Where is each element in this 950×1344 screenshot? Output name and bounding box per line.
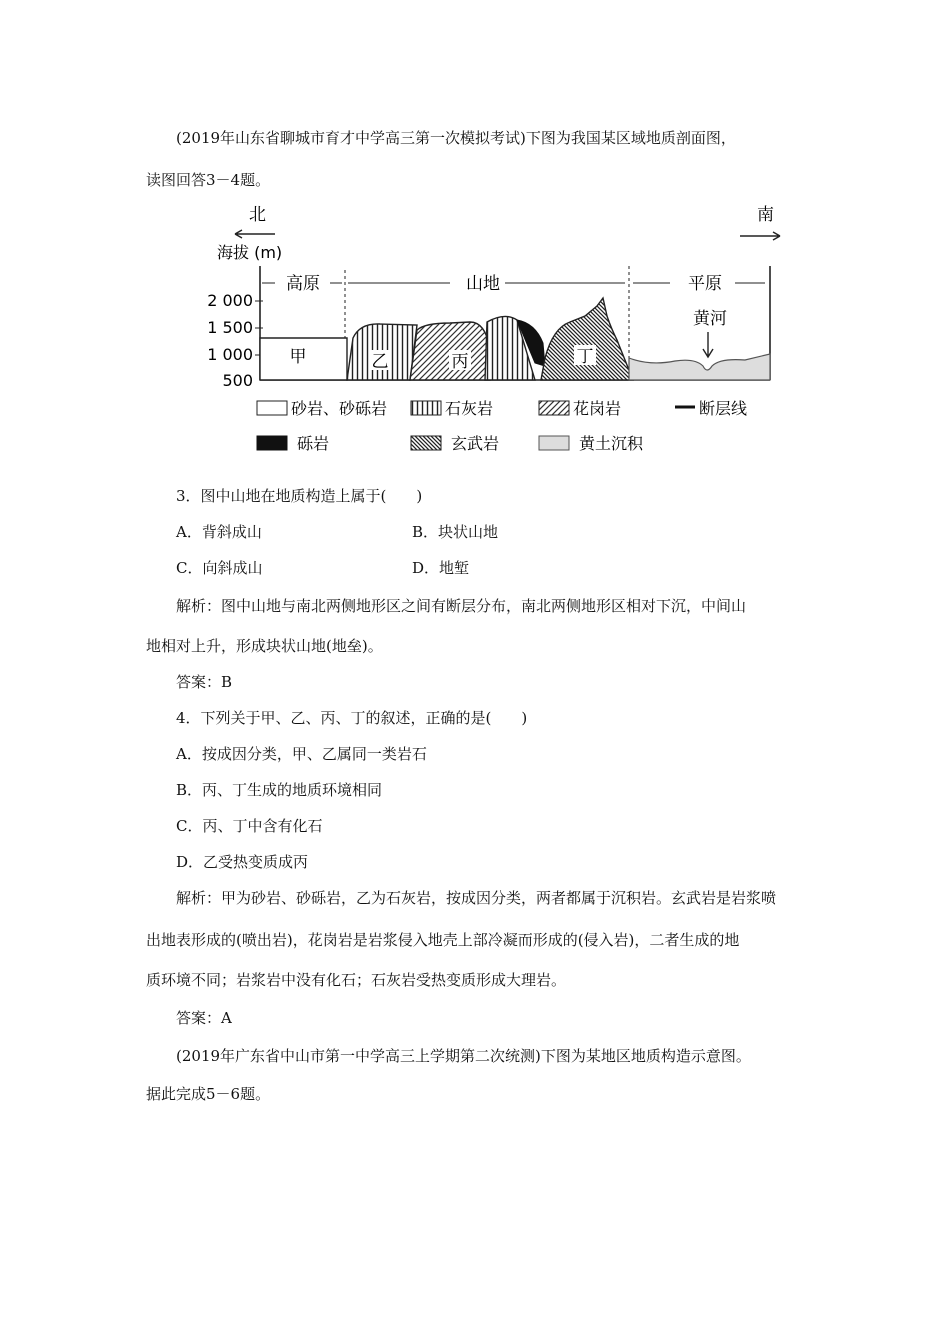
south-label: 南 (757, 205, 774, 225)
legend-sandstone: 砂岩、砂砾岩 (291, 399, 388, 418)
legend-swatch-granite (539, 401, 569, 415)
tick-2000: 2 000 (207, 291, 253, 310)
q3-analysis-2: 地相对上升，形成块状山地(地垒)。 (146, 637, 383, 655)
q4-option-b: B．丙、丁生成的地质环境相同 (176, 781, 383, 799)
intro-line-1: (2019年山东省聊城市育才中学高三第一次模拟考试)下图为我国某区域地质剖面图， (176, 129, 736, 147)
river-arrow-icon (703, 332, 713, 357)
y-axis-label: 海拔 (m) (217, 243, 283, 262)
q3-stem: 3．图中山地在地质构造上属于( ) (176, 487, 423, 505)
zone-plain: 平原 (688, 274, 722, 294)
legend-granite: 花岗岩 (573, 399, 622, 418)
q4-option-a: A．按成因分类，甲、乙属同一类岩石 (176, 745, 427, 763)
q3-analysis-1: 解析：图中山地与南北两侧地形区之间有断层分布，南北两侧地形区相对下沉，中间山 (176, 597, 747, 615)
loess-deposit (629, 354, 770, 380)
q4-option-c: C．丙、丁中含有化石 (176, 817, 323, 835)
q4-analysis-3: 质环境不同；岩浆岩中没有化石；石灰岩受热变质形成大理岩。 (146, 971, 567, 989)
q3-option-c: C．向斜成山 (176, 559, 263, 577)
q4-stem: 4．下列关于甲、乙、丙、丁的叙述，正确的是( ) (176, 709, 528, 727)
intro-line-2: 读图回答3－4题。 (146, 171, 271, 189)
q4-analysis-2: 出地表形成的(喷出岩)，花岗岩是岩浆侵入地壳上部冷凝而形成的(侵入岩)，二者生成的地 (146, 931, 740, 949)
q3-option-a: A．背斜成山 (176, 523, 262, 541)
north-label: 北 (249, 205, 266, 225)
tick-500: 500 (222, 371, 253, 390)
label-yi: 乙 (371, 352, 389, 372)
q3-answer: 答案：B (176, 673, 233, 691)
intro2-line-1: (2019年广东省中山市第一中学高三上学期第二次统测)下图为某地区地质构造示意图。 (176, 1047, 751, 1065)
legend-swatch-loess (539, 436, 569, 450)
q3-option-b: B．块状山地 (412, 523, 499, 541)
q3-option-d: D．地堑 (412, 559, 470, 577)
legend-loess: 黄土沉积 (579, 434, 644, 453)
zone-plateau: 高原 (286, 274, 320, 294)
legend-basalt: 玄武岩 (451, 434, 500, 453)
geologic-profile-figure (205, 198, 795, 466)
south-arrow-icon (740, 232, 780, 240)
legend-fault: 断层线 (699, 399, 748, 418)
legend-swatch-conglomerate (257, 436, 287, 450)
legend-swatch-basalt (411, 436, 441, 450)
label-bing: 丙 (451, 352, 469, 372)
legend-swatch-limestone (411, 401, 441, 415)
q4-option-d: D．乙受热变质成丙 (176, 853, 309, 871)
rock-ding (541, 298, 633, 380)
zone-mountain: 山地 (466, 274, 500, 294)
river-label: 黄河 (693, 309, 727, 329)
legend-conglomerate: 砾岩 (297, 434, 330, 453)
label-ding: 丁 (576, 347, 594, 367)
legend-limestone: 石灰岩 (445, 399, 494, 418)
q4-answer: 答案：A (176, 1009, 232, 1027)
legend-swatch-sandstone (257, 401, 287, 415)
tick-1500: 1 500 (207, 318, 253, 337)
label-jia: 甲 (289, 347, 307, 367)
q4-analysis-1: 解析：甲为砂岩、砂砾岩，乙为石灰岩，按成因分类，两者都属于沉积岩。玄武岩是岩浆喷 (176, 889, 777, 907)
north-arrow-icon (235, 230, 275, 238)
tick-1000: 1 000 (207, 345, 253, 364)
intro2-line-2: 据此完成5－6题。 (146, 1085, 271, 1103)
